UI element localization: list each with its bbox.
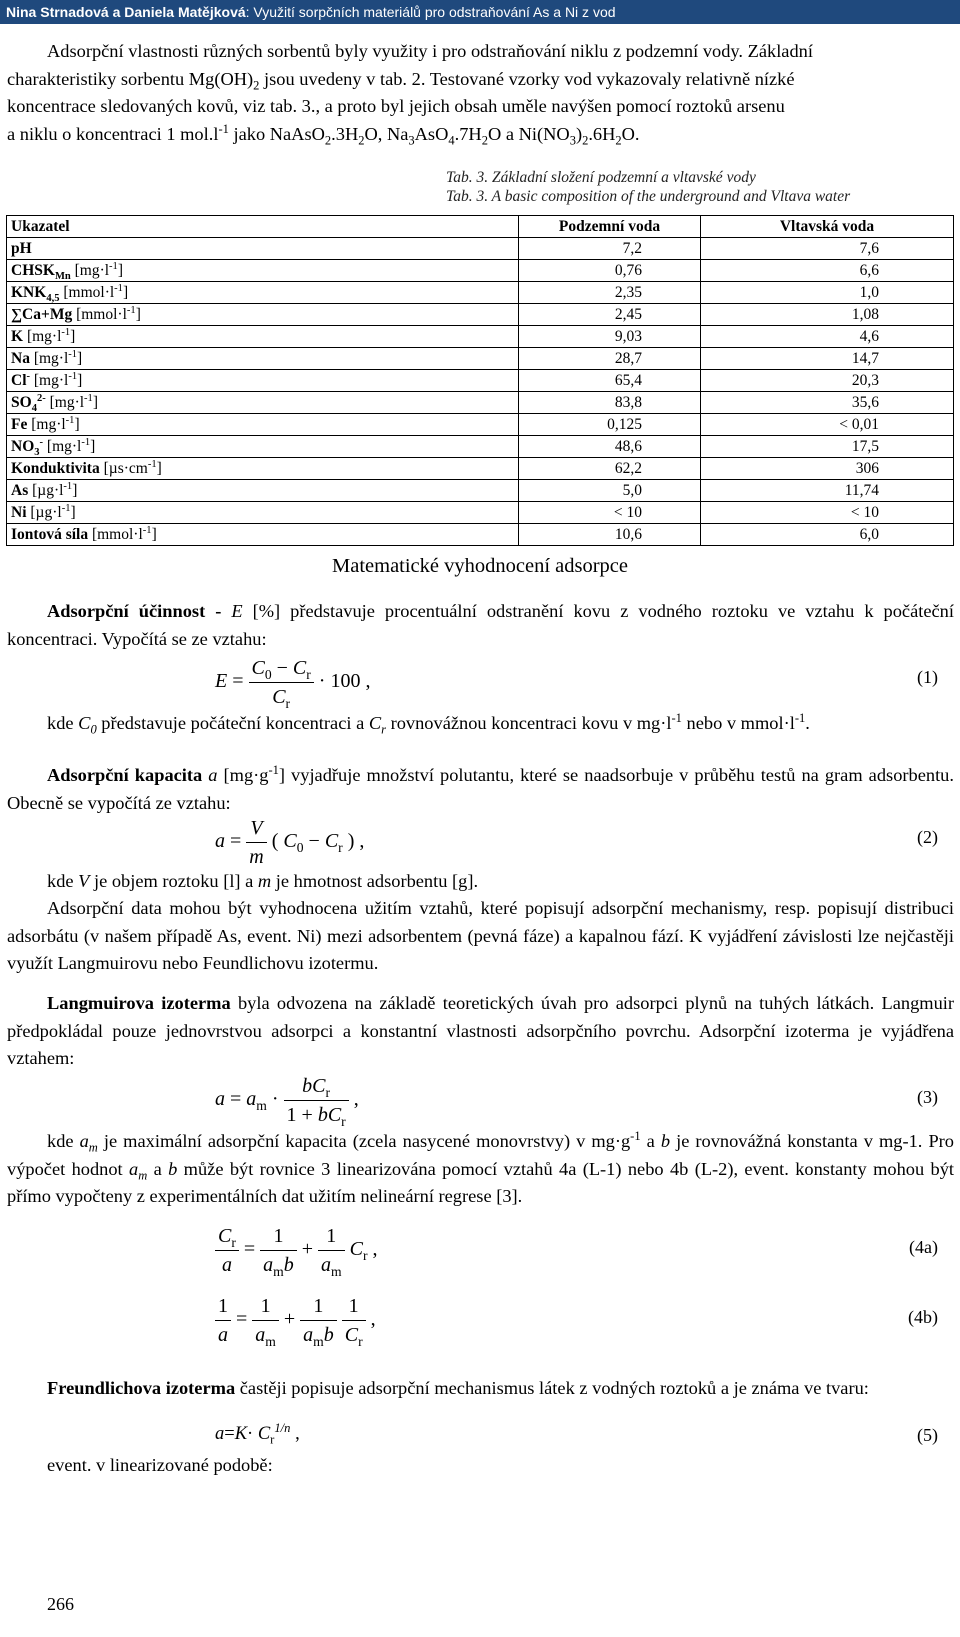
row-label: $CHSK_{Mn}$ $[mg\cdot l^{-1}]$ [7,260,519,282]
header-title: : Využití sorpčních materiálů pro odstraňování As a Ni z vod [245,4,616,20]
row-label: Iontová síla $[mmol\cdot l^{-1}]$ [7,524,519,546]
groundwater-value: 7,2 [519,238,701,260]
table-row [7,370,954,392]
row-label: pH [7,238,519,260]
paragraph-adsorption-data: Adsorpční data mohou být vyhodnocena užitím vztahů, které popisují adsorpční mechanismy, resp. popisují distribuci adsorbátu (v našem případě As, event. Ni) mezi adsorbentem (pevná fáze) a kapalnou fází. K vyjádření závislosti lze nejčastěji využít Langmuirovu nebo Feundlichovu izotermu. [7,898,954,973]
section-title: Matematické vyhodnocení adsorpce [332,555,628,577]
vltava-value: 1,08 [701,304,954,326]
groundwater-value: 0,76 [519,260,701,282]
groundwater-value: 62,2 [519,458,701,480]
row-label: $NO_3^-$ $[mg\cdot l^{-1}]$ [7,436,519,458]
row-label: Ni $[\mu g\cdot l^{-1}]$ [7,502,519,524]
row-label: K $[mg\cdot l^{-1}]$ [7,326,519,348]
equation-4b: $\frac{1}{a}$ = $\frac{1}{a_m}$ + $\frac{1}{a_mb}$ $\frac{1}{C_r}$ , [215,1292,376,1349]
equation-3: $a = a_m$ · $\frac{bC_r}{1 + bC_r}$ , [215,1072,359,1129]
eq-number-5: (5) [917,1425,938,1445]
paragraph-efficiency: Adsorpční účinnost - E [%] představuje procentuální odstranění kovu z vodného roztoku ve vztahu k počáteční koncentraci. Vypočítá se ze vztahu: [7,601,954,649]
groundwater-value: 0,125 [519,414,701,436]
table-row [7,260,954,282]
table-row [7,238,954,260]
groundwater-value: 2,35 [519,282,701,304]
table-caption-en: Tab. 3. A basic composition of the underground and Vltava water [446,188,851,205]
equation-4a: $\frac{C_r}{a}$ = $\frac{1}{a_mb}$ + $\frac{1}{a_m}$ $C_r$ , [215,1222,377,1279]
page-number: 266 [47,1594,74,1614]
equation-2: a = $\frac{V}{m}$ ( $C_0 - C_r$ ) , [215,814,364,871]
groundwater-value: 9,03 [519,326,701,348]
row-label: Fe $[mg\cdot l^{-1}]$ [7,414,519,436]
groundwater-value: < 10 [519,502,701,524]
vltava-value: 35,6 [701,392,954,414]
groundwater-value: 2,45 [519,304,701,326]
paragraph-freundlich-linear: event. v linearizované podobě: [47,1455,273,1475]
row-label: $KNK_{4,5}$ $[mmol\cdot l^{-1}]$ [7,282,519,304]
table-row [7,458,954,480]
row-label: Cl- $[mg\cdot l^{-1}]$ [7,370,519,392]
eq-number-2: (2) [917,827,938,847]
paragraph-capacity-where: kde V je objem roztoku [l] a m je hmotnost adsorbentu [g]. [47,871,479,891]
table-caption-cz: Tab. 3. Základní složení podzemní a vltavské vody [446,169,756,186]
composition-table [6,215,954,546]
table-row [7,502,954,524]
row-label: As $[\mu g\cdot l^{-1}]$ [7,480,519,502]
vltava-value: 14,7 [701,348,954,370]
table-row [7,436,954,458]
eq-number-3: (3) [917,1087,938,1107]
table-row [7,392,954,414]
header-cell: Ukazatel [7,216,519,238]
eq-number-4b: (4b) [908,1307,938,1327]
eq-number-4a: (4a) [909,1237,938,1257]
vltava-value: 7,6 [701,238,954,260]
header-authors: Nina Strnadová a Daniela Matějková [6,4,246,20]
table-row [7,414,954,436]
vltava-value: 306 [701,458,954,480]
paragraph-capacity: Adsorpční kapacita a $[mg\cdot g^{-1}]$ vyjadřuje množství polutantu, které se naadsorbuje v průběhu testů na gram adsorbentu. Obecně se vypočítá ze vztahu: [7,762,954,813]
groundwater-value: 48,6 [519,436,701,458]
vltava-value: 4,6 [701,326,954,348]
table-row [7,326,954,348]
groundwater-value: 28,7 [519,348,701,370]
vltava-value: < 0,01 [701,414,954,436]
vltava-value: 20,3 [701,370,954,392]
row-label: $SO_4^{2-}$ $[mg\cdot l^{-1}]$ [7,392,519,414]
groundwater-value: 10,6 [519,524,701,546]
row-label: Na $[mg\cdot l^{-1}]$ [7,348,519,370]
header-cell: Podzemní voda [519,216,701,238]
paragraph-freundlich: Freundlichova izoterma častěji popisuje adsorpční mechanismus látek z vodných roztoků a je známa ve tvaru: [47,1378,869,1398]
vltava-value: 6,6 [701,260,954,282]
table-row [7,282,954,304]
vltava-value: 11,74 [701,480,954,502]
table-row [7,348,954,370]
vltava-value: 1,0 [701,282,954,304]
paragraph-langmuir-where: kde $a_m$ je maximální adsorpční kapacita (zcela nasycené monovrstvy) v $mg\cdot g^{-1}$ a b je rovnovážná konstanta v mg-1. Pro výpočet hodnot $a_m$ a b může být rovnice 3 linearizována pomocí vztahů 4a (L-1) nebo 4b (L-2), event. konstanty mohou být přímo vypočteny z experimentálních dat užitím nelineární regrese [3]. [7,1128,955,1206]
vltava-value: < 10 [701,502,954,524]
table-row [7,304,954,326]
table-row [7,480,954,502]
header-cell: Vltavská voda [701,216,954,238]
groundwater-value: 65,4 [519,370,701,392]
row-label: Konduktivita $[\mu s\cdot cm^{-1}]$ [7,458,519,480]
table-row [7,524,954,546]
eq-number-1: (1) [917,667,938,687]
vltava-value: 6,0 [701,524,954,546]
table-header-row [7,216,954,238]
groundwater-value: 5,0 [519,480,701,502]
paragraph-efficiency-where: kde $C_0$ představuje počáteční koncentraci a $C_r$ rovnovážnou koncentraci kovu v $mg\cdot l^{-1}$ nebo v $mmol\cdot l^{-1}$. [47,710,810,737]
groundwater-value: 83,8 [519,392,701,414]
paragraph-langmuir: Langmuirova izoterma byla odvozena na základě teoretických úvah pro adsorpci plynů na tuhých látkách. Langmuir předpokládal pouze jednovrstvou adsorpci a konstantní vlastnosti adsorpčního povrchu. Adsorpční izoterma je vyjádřena vztahem: [7,993,954,1068]
intro-paragraph: Adsorpční vlastnosti různých sorbentů byly využity i pro odstraňování niklu z podzemní vody. Základní charakteristiky sorbentu $Mg(OH)_2$ jsou uvedeny v tab. 2. Testované vzorky vod vykazovaly relativně nízké koncentrace sledovaných kovů, viz tab. 3., a proto byl jejich obsah uměle navýšen pomocí roztoků arsenu a niklu o koncentraci 1 $mol.l^{-1}$ jako $NaAsO_2.3H_2O$, $Na_3AsO_4.7H_2O$ a $Ni(NO_3)_2.6H_2O$. [7,41,813,148]
equation-1: E = $\frac{C_0 - C_r}{C_r}$ · 100 , [215,654,370,711]
row-label: ∑Ca+Mg $[mmol\cdot l^{-1}]$ [7,304,519,326]
equation-5: $a=K\cdot C_r^{1/n}$ , [215,1420,300,1447]
vltava-value: 17,5 [701,436,954,458]
